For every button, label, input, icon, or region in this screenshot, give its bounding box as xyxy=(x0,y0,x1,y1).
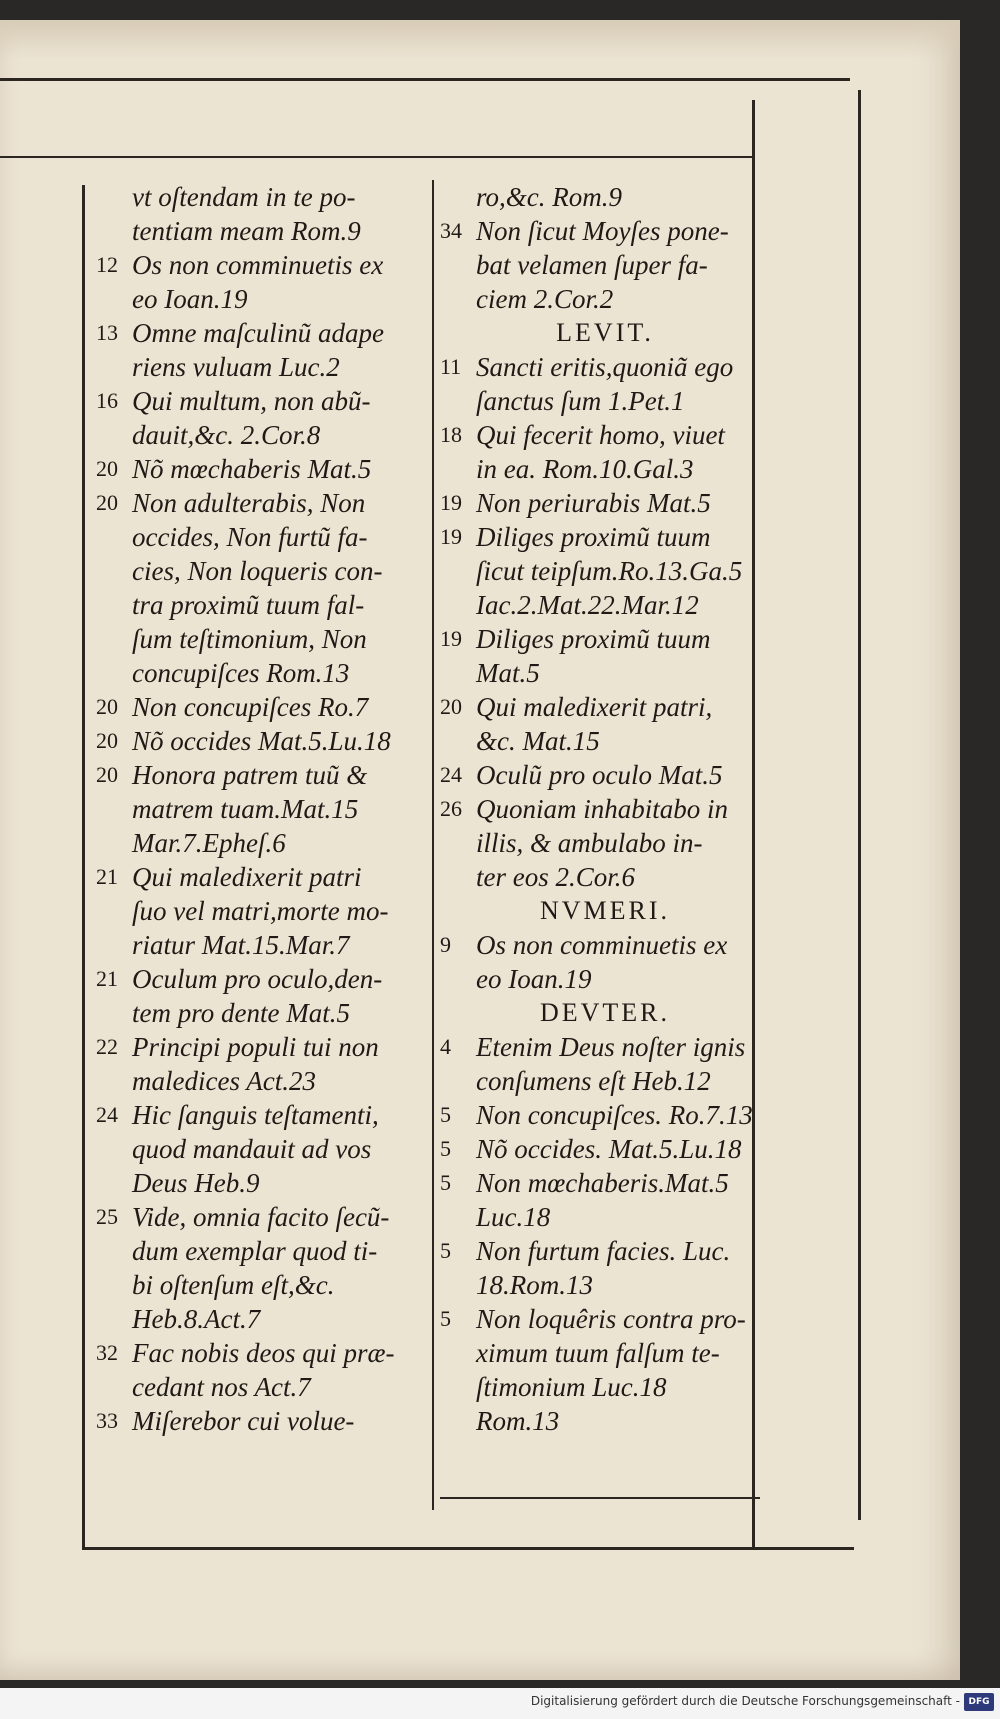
entry-line: Quoniam inhabitabo in xyxy=(476,794,729,824)
entry-line: Mat.5 xyxy=(476,658,540,688)
page-stain xyxy=(0,20,960,60)
index-entry xyxy=(96,248,426,316)
entry-line: ter eos 2.Cor.6 xyxy=(476,862,636,892)
verse-number: 32 xyxy=(96,1340,118,1365)
bottom-rule-inner xyxy=(440,1497,760,1499)
verse-number: 5 xyxy=(440,1136,451,1161)
index-entry xyxy=(96,860,426,962)
entry-line: Miſerebor cui volue- xyxy=(132,1406,355,1436)
verse-number: 19 xyxy=(440,626,462,651)
verse-number: 24 xyxy=(96,1102,118,1127)
index-entry xyxy=(440,1030,770,1098)
entry-text xyxy=(476,214,770,316)
entry-line: Non ſicut Moyſes pone- xyxy=(476,216,729,246)
index-entry xyxy=(440,486,770,520)
entry-text xyxy=(132,384,426,452)
entry-text xyxy=(132,860,426,962)
entry-line: illis, & ambulabo in- xyxy=(476,828,703,858)
verse-number: 22 xyxy=(96,1034,118,1059)
entry-line: Nõ occides. Mat.5.Lu.18 xyxy=(476,1134,742,1164)
index-entry xyxy=(440,418,770,486)
entry-line: Qui multum, non abũ- xyxy=(132,386,371,416)
entry-text xyxy=(132,1030,426,1098)
verse-number: 5 xyxy=(440,1170,451,1195)
entry-line: conſumens eſt Heb.12 xyxy=(476,1066,711,1096)
verse-number: 19 xyxy=(440,524,462,549)
entry-text xyxy=(476,622,770,690)
entry-text xyxy=(132,962,426,1030)
entry-line: Oculum pro oculo,den- xyxy=(132,964,383,994)
entry-line: Qui maledixerit patri xyxy=(132,862,362,892)
entry-line: Fac nobis deos qui præ- xyxy=(132,1338,395,1368)
entry-line: ſanctus ſum 1.Pet.1 xyxy=(476,386,685,416)
entry-text xyxy=(476,1166,770,1234)
index-entry xyxy=(440,214,770,316)
index-entry xyxy=(96,1404,426,1438)
entry-line: Rom.13 xyxy=(476,1406,560,1436)
entry-text xyxy=(476,1098,770,1132)
entry-line: cies, Non loqueris con- xyxy=(132,556,383,586)
entry-text xyxy=(476,1132,770,1166)
entry-line: Non concupiſces. Ro.7.13 xyxy=(476,1100,753,1130)
entry-line: ximum tuum falſum te- xyxy=(476,1338,720,1368)
top-rule-inner xyxy=(0,156,755,158)
entry-line: occides, Non furtũ fa- xyxy=(132,522,368,552)
entry-line: Omne maſculinũ adape xyxy=(132,318,384,348)
index-entry xyxy=(440,350,770,418)
index-entry xyxy=(96,452,426,486)
entry-line: riatur Mat.15.Mar.7 xyxy=(132,930,350,960)
entry-line: Diliges proximũ tuum xyxy=(476,522,711,552)
entry-line: Qui fecerit homo, viuet xyxy=(476,420,725,450)
entry-text xyxy=(476,1234,770,1302)
entry-text xyxy=(132,180,426,248)
column-divider-rule xyxy=(432,180,434,1510)
verse-number: 5 xyxy=(440,1306,451,1331)
entry-line: Iac.2.Mat.22.Mar.12 xyxy=(476,590,699,620)
left-border-rule xyxy=(82,185,85,1550)
entry-text xyxy=(132,1336,426,1404)
entry-text xyxy=(476,418,770,486)
entry-line: Hic ſanguis teſtamenti, xyxy=(132,1100,379,1130)
left-column xyxy=(96,180,426,1438)
verse-number: 20 xyxy=(96,694,118,719)
index-entry xyxy=(96,1098,426,1200)
entry-text xyxy=(476,1302,770,1438)
entry-line: Non mœchaberis.Mat.5 xyxy=(476,1168,729,1198)
entry-line: Sancti eritis,quoniã ego xyxy=(476,352,734,382)
entry-line: Diliges proximũ tuum xyxy=(476,624,711,654)
entry-line: 18.Rom.13 xyxy=(476,1270,593,1300)
entry-text xyxy=(132,486,426,690)
entry-text xyxy=(476,758,770,792)
entry-line: matrem tuam.Mat.15 xyxy=(132,794,359,824)
entry-line: tentiam meam Rom.9 xyxy=(132,216,361,246)
entry-line: vt oſtendam in te po- xyxy=(132,182,356,212)
index-entry xyxy=(440,758,770,792)
entry-line: tem pro dente Mat.5 xyxy=(132,998,350,1028)
entry-line: Oculũ pro oculo Mat.5 xyxy=(476,760,723,790)
entry-text xyxy=(132,248,426,316)
entry-text xyxy=(476,350,770,418)
entry-line: Vide, omnia facito ſecũ- xyxy=(132,1202,390,1232)
verse-number: 5 xyxy=(440,1238,451,1263)
entry-text xyxy=(476,792,770,894)
section-heading: LEVIT. xyxy=(556,318,654,347)
section-heading: DEVTER. xyxy=(539,998,671,1027)
entry-line: ſtimonium Luc.18 xyxy=(476,1372,667,1402)
verse-number: 21 xyxy=(96,966,118,991)
entry-line: riens vuluam Luc.2 xyxy=(132,352,340,382)
entry-line: Non concupiſces Ro.7 xyxy=(132,692,369,722)
entry-line: Principi populi tui non xyxy=(132,1032,379,1062)
entry-text xyxy=(476,486,770,520)
index-entry xyxy=(440,690,770,758)
entry-line: maledices Act.23 xyxy=(132,1066,316,1096)
index-entry xyxy=(440,1234,770,1302)
verse-number: 20 xyxy=(96,456,118,481)
footer-text: Digitalisierung gefördert durch die Deutsche Forschungsgemeinschaft - xyxy=(530,1694,960,1708)
index-entry xyxy=(96,758,426,860)
entry-text xyxy=(132,758,426,860)
entry-line: Deus Heb.9 xyxy=(132,1168,260,1198)
entry-line: Nõ mœchaberis Mat.5 xyxy=(132,454,372,484)
index-entry xyxy=(96,1200,426,1336)
verse-number: 20 xyxy=(440,694,462,719)
index-entry xyxy=(96,384,426,452)
entry-line: Os non comminuetis ex xyxy=(476,930,728,960)
entry-text xyxy=(132,316,426,384)
entry-line: eo Ioan.19 xyxy=(476,964,592,994)
top-rule-outer xyxy=(0,78,850,81)
verse-number: 13 xyxy=(96,320,118,345)
verse-number: 16 xyxy=(96,388,118,413)
entry-text xyxy=(476,690,770,758)
entry-line: Non loquêris contra pro- xyxy=(476,1304,746,1334)
dfg-logo: DFG xyxy=(964,1693,994,1711)
entry-line: concupiſces Rom.13 xyxy=(132,658,350,688)
entry-line: quod mandauit ad vos xyxy=(132,1134,372,1164)
index-entry xyxy=(440,792,770,894)
entry-text xyxy=(476,928,770,996)
index-entry xyxy=(440,1302,770,1438)
index-entry xyxy=(440,1166,770,1234)
index-entry xyxy=(440,1132,770,1166)
verse-number: 5 xyxy=(440,1102,451,1127)
digitization-footer xyxy=(0,1688,1000,1719)
entry-line: Nõ occides Mat.5.Lu.18 xyxy=(132,726,391,756)
entry-line: Honora patrem tuũ & xyxy=(132,760,368,790)
index-entry xyxy=(96,486,426,690)
index-entry xyxy=(96,180,426,248)
verse-number: 33 xyxy=(96,1408,118,1433)
entry-text xyxy=(132,1404,426,1438)
entry-line: eo Ioan.19 xyxy=(132,284,248,314)
index-entry xyxy=(96,962,426,1030)
entry-line: ſuo vel matri,morte mo- xyxy=(132,896,389,926)
index-entry xyxy=(96,1336,426,1404)
book-page xyxy=(0,20,960,1680)
entry-text xyxy=(132,452,426,486)
entry-line: bat velamen ſuper fa- xyxy=(476,250,708,280)
entry-line: &c. Mat.15 xyxy=(476,726,600,756)
bottom-rule-outer xyxy=(84,1547,854,1550)
entry-line: cedant nos Act.7 xyxy=(132,1372,311,1402)
verse-number: 26 xyxy=(440,796,462,821)
entry-line: dauit,&c. 2.Cor.8 xyxy=(132,420,321,450)
right-column xyxy=(440,180,770,1438)
entry-line: dum exemplar quod ti- xyxy=(132,1236,378,1266)
entry-line: Heb.8.Act.7 xyxy=(132,1304,261,1334)
entry-line: ciem 2.Cor.2 xyxy=(476,284,614,314)
entry-line: Os non comminuetis ex xyxy=(132,250,384,280)
index-entry xyxy=(96,724,426,758)
entry-text xyxy=(132,690,426,724)
verse-number: 4 xyxy=(440,1034,451,1059)
verse-number: 19 xyxy=(440,490,462,515)
verse-number: 20 xyxy=(96,490,118,515)
index-entry xyxy=(440,928,770,996)
entry-text xyxy=(476,1030,770,1098)
right-border-outer-rule xyxy=(858,90,861,1520)
verse-number: 11 xyxy=(440,354,462,379)
verse-number: 24 xyxy=(440,762,462,787)
index-entry xyxy=(96,316,426,384)
entry-line: bi oſtenſum eſt,&c. xyxy=(132,1270,335,1300)
index-entry xyxy=(440,622,770,690)
entry-text xyxy=(132,1200,426,1336)
entry-text xyxy=(132,1098,426,1200)
section-heading: NVMERI. xyxy=(539,896,671,925)
entry-line: Etenim Deus noſter ignis xyxy=(476,1032,746,1062)
index-entry xyxy=(440,1098,770,1132)
entry-line: tra proximũ tuum fal- xyxy=(132,590,365,620)
verse-number: 12 xyxy=(96,252,118,277)
verse-number: 9 xyxy=(440,932,451,957)
index-entry xyxy=(440,520,770,622)
verse-number: 18 xyxy=(440,422,462,447)
entry-text xyxy=(476,180,770,214)
entry-line: Non adulterabis, Non xyxy=(132,488,366,518)
entry-line: ſum teſtimonium, Non xyxy=(132,624,367,654)
entry-line: ſicut teipſum.Ro.13.Ga.5 xyxy=(476,556,743,586)
entry-line: Non furtum facies. Luc. xyxy=(476,1236,731,1266)
entry-text xyxy=(476,520,770,622)
entry-line: in ea. Rom.10.Gal.3 xyxy=(476,454,694,484)
verse-number: 34 xyxy=(440,218,462,243)
verse-number: 20 xyxy=(96,728,118,753)
index-entry xyxy=(96,1030,426,1098)
entry-line: Luc.18 xyxy=(476,1202,551,1232)
entry-text xyxy=(132,724,426,758)
entry-line: Qui maledixerit patri, xyxy=(476,692,713,722)
index-entry xyxy=(440,180,770,214)
verse-number: 21 xyxy=(96,864,118,889)
entry-line: Non periurabis Mat.5 xyxy=(476,488,711,518)
entry-line: Mar.7.Epheſ.6 xyxy=(132,828,286,858)
index-entry xyxy=(96,690,426,724)
verse-number: 20 xyxy=(96,762,118,787)
entry-line: ro,&c. Rom.9 xyxy=(476,182,622,212)
verse-number: 25 xyxy=(96,1204,118,1229)
